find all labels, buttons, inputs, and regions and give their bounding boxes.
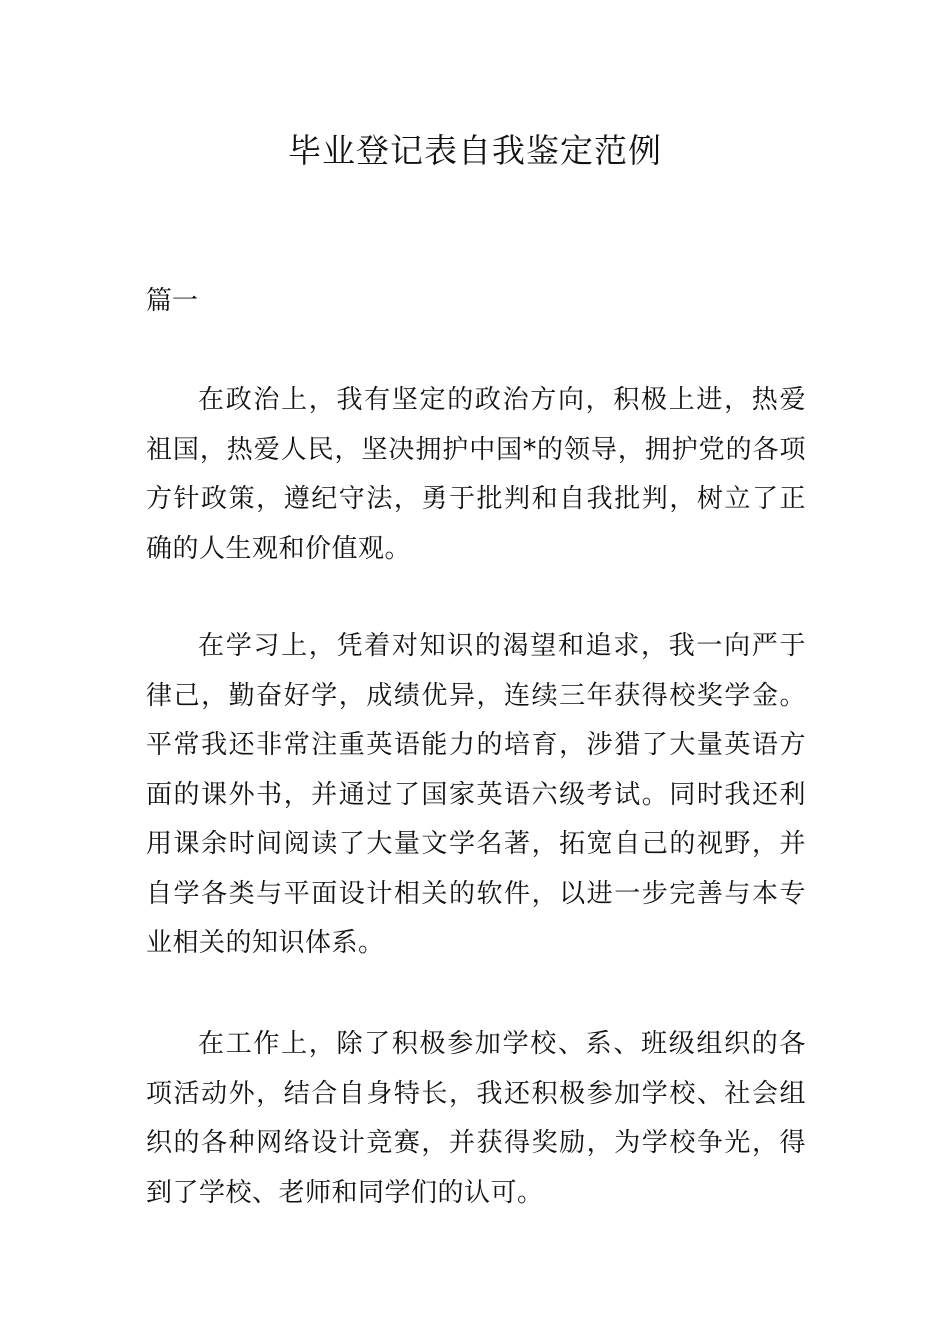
section-label: 篇一: [146, 286, 199, 316]
paragraph-study: 在学习上，凭着对知识的渴望和追求，我一向严于律己，勤奋好学，成绩优异，连续三年获得校奖学金。平常我还非常注重英语能力的培育，涉猎了大量英语方面的课外书，并通过了国家英语六级考试。同时我还利用课余时间阅读了大量文学名著，拓宽自己的视野，并自学各类与平面设计相关的软件，以进一步完善与本专业相关的知识体系。: [146, 631, 806, 958]
paragraph-work: 在工作上，除了积极参加学校、系、班级组织的各项活动外，结合自身特长，我还积极参加学校、社会组织的各种网络设计竞赛，并获得奖励，为学校争光，得到了学校、老师和同学们的认可。: [146, 1029, 806, 1208]
paragraph-politics: 在政治上，我有坚定的政治方向，积极上进，热爱祖国，热爱人民，坚决拥护中国*的领导，拥护党的各项方针政策，遵纪守法，勇于批判和自我批判，树立了正确的人生观和价值观。: [146, 385, 806, 564]
document-title: 毕业登记表自我鉴定范例: [288, 131, 662, 170]
